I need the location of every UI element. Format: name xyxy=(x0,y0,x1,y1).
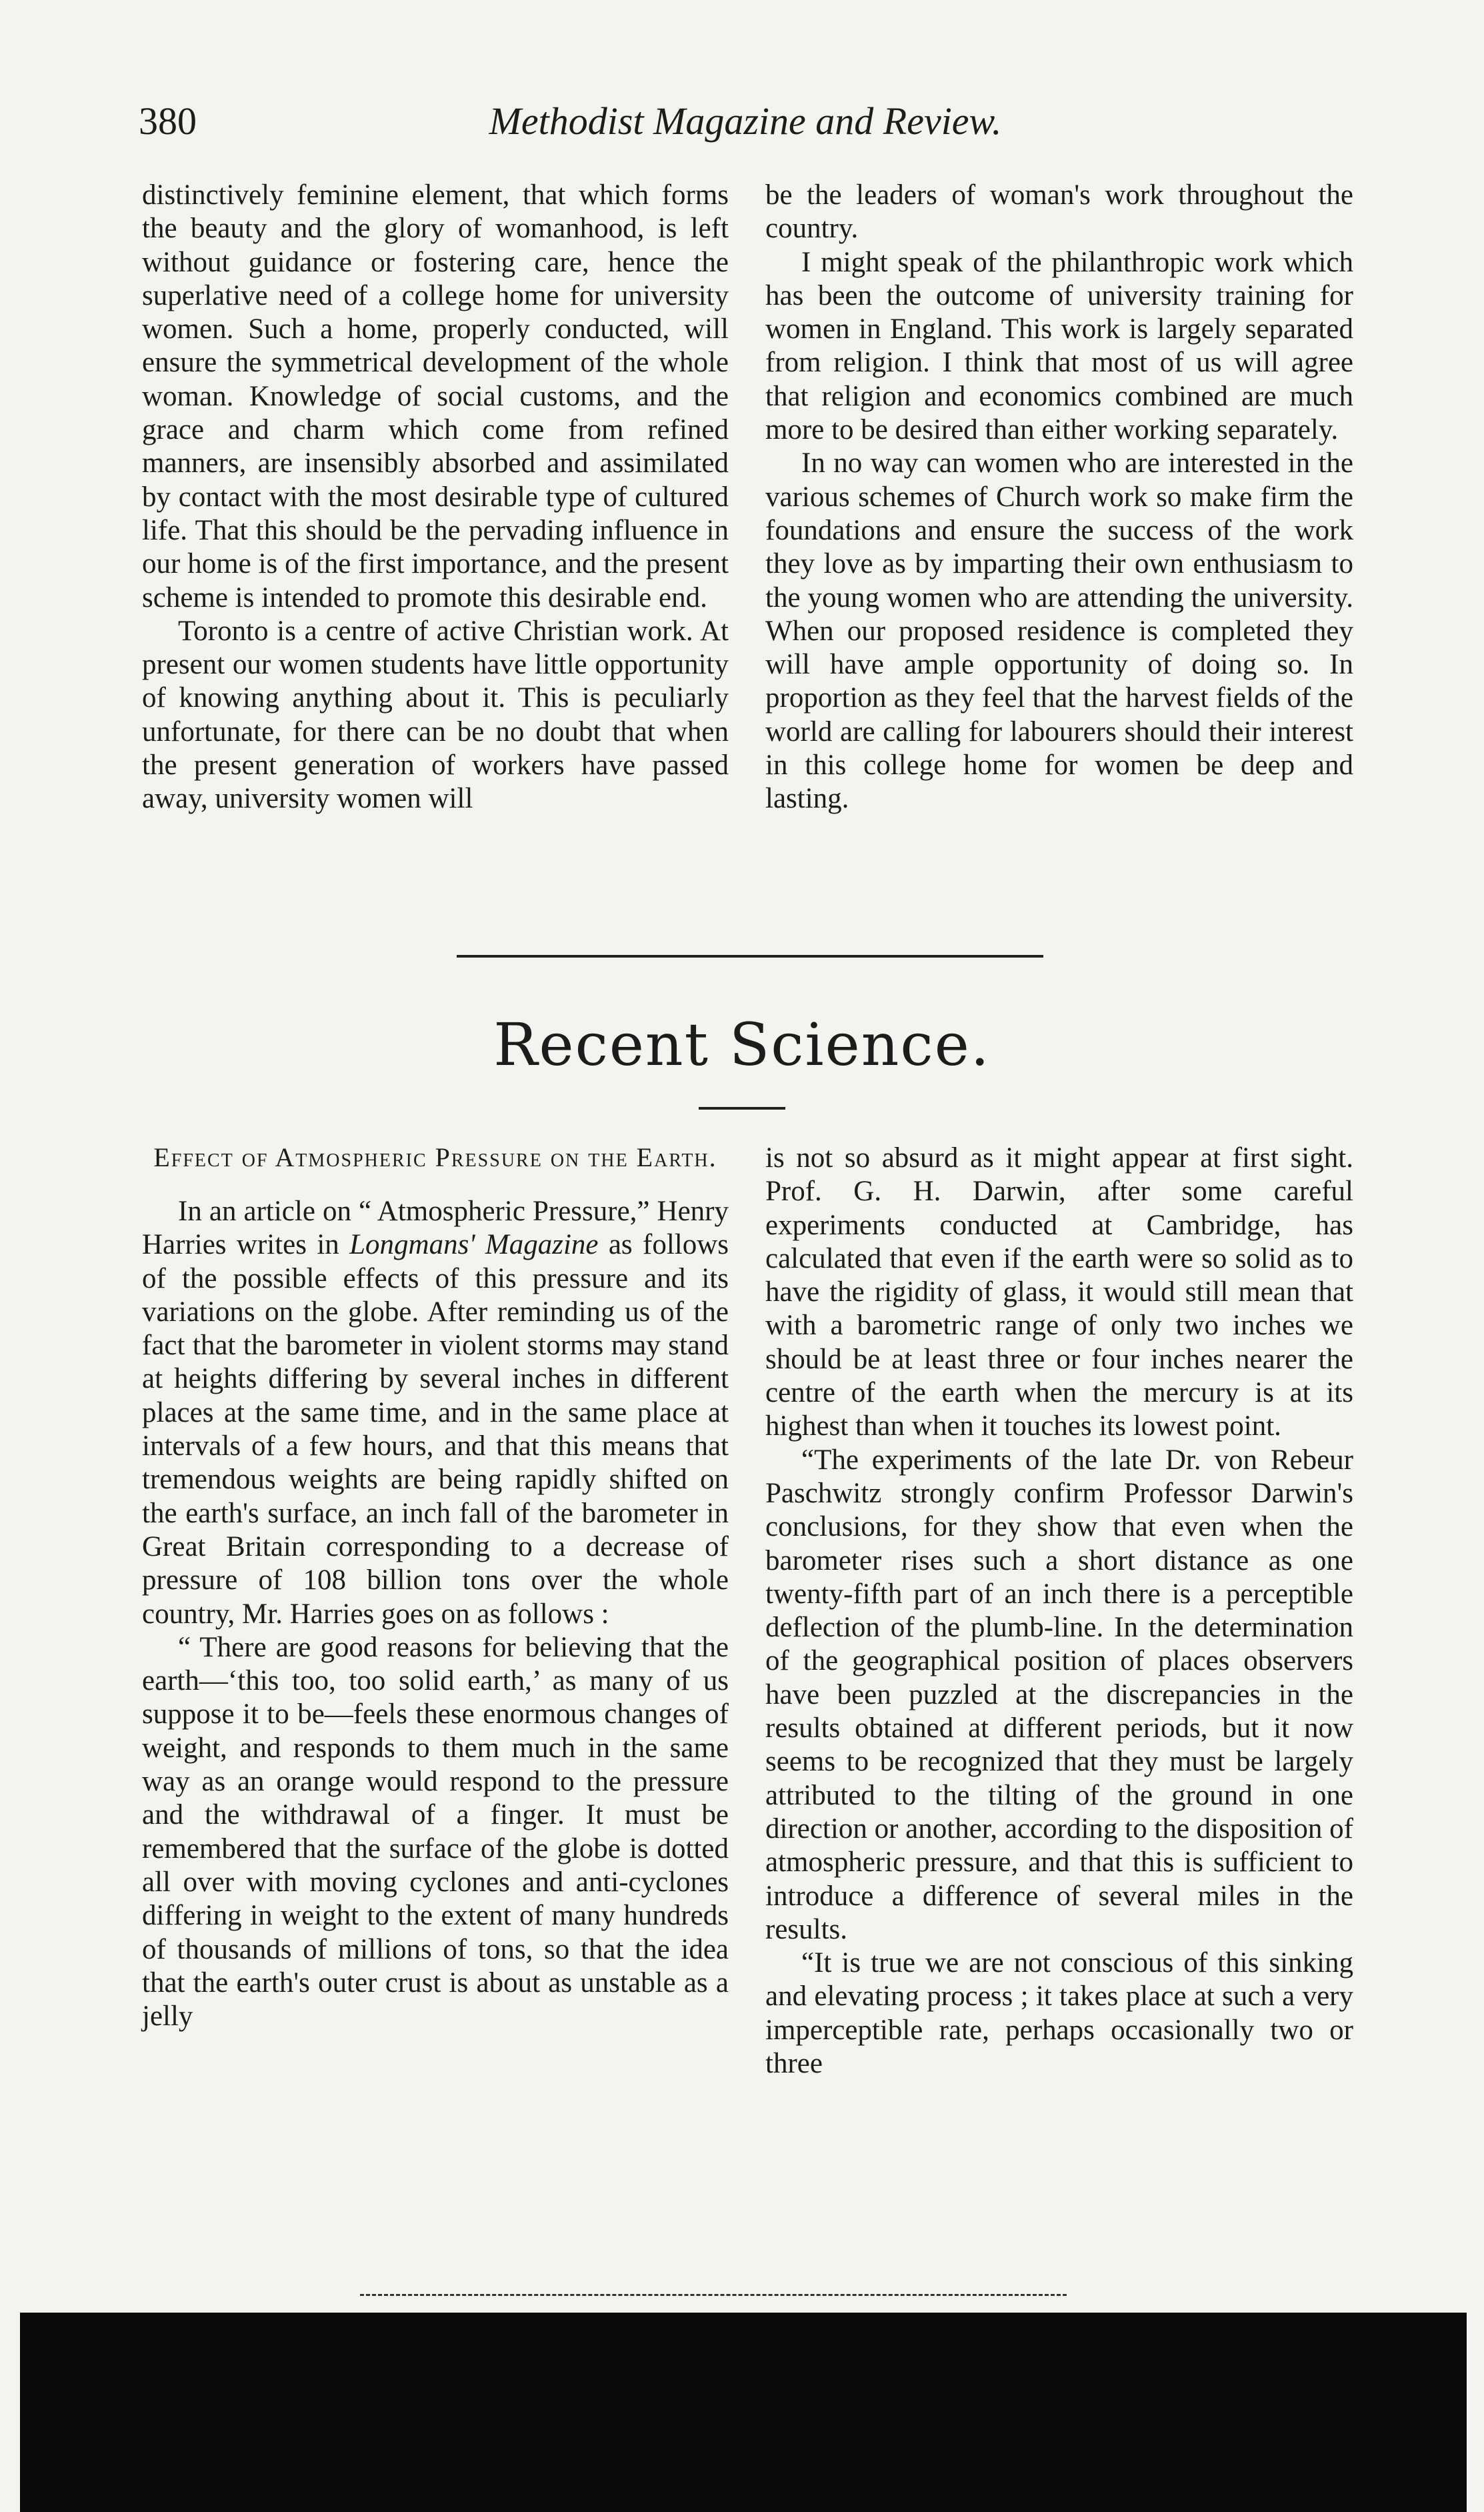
section-title: Recent Science. xyxy=(493,1010,991,1079)
title-underline xyxy=(699,1107,785,1110)
top-right-column xyxy=(765,179,1353,816)
scan-artifact-line xyxy=(360,2294,1067,2296)
top-left-column xyxy=(142,179,729,816)
intro-text-cont: as follows of the possible effects of this pressure and its variations on the globe. After reminding us of the fact that the barometer in violent storms may stand at heights differing by several inches in different places at the same time, and in the same place at intervals of a few hours, and that this means that tremendous weights are being rapidly shifted on the earth's surface, an inch fall of the barometer in Great Britain corresponding to a decrease of pressure of 108 billion tons over the whole country, Mr. Harries goes on as follows : xyxy=(142,1229,729,1630)
quote-paragraph: “ There are good reasons for believing that the earth—‘this too, too solid earth,’ as many of us suppose it to be—feels these enormous changes of weight, and responds to them much in the same way as an orange would respond to the pressure and the withdrawal of a finger. It must be remembered that the surface of the globe is dotted all over with moving cyclones and anti-cyclones differing in weight to the extent of many hundreds of thousands of millions of tons, so that the idea that the earth's outer crust is about as unstable as a jelly xyxy=(142,1631,729,2033)
paragraph: be the leaders of woman's work throughout the country. xyxy=(765,179,1353,245)
paragraph: “The experiments of the late Dr. von Rebeur Paschwitz strongly confirm Professor Darwin's conclusions, for they show that even when the barometer rises such a short distance as one twenty-fifth part of an inch there is a perceptible deflection of the plumb-line. In the determination of the geographical position of places observers have been puzzled at the discrepancies in the results obtained at different periods, but it now seems to be recognized that they must be largely attributed to the tilting of the ground in one direction or another, according to the disposition of atmospheric pressure, and that this is sufficient to introduce a difference of several miles in the results. xyxy=(765,1444,1353,1945)
article-heading: Effect of Atmospheric Pressure on the Earth. xyxy=(153,1142,717,1172)
section-divider xyxy=(457,955,1043,958)
scan-edge-band xyxy=(20,2313,1467,2512)
page-number: 380 xyxy=(139,99,197,143)
bottom-right-column xyxy=(765,1142,1353,2081)
source-title: Longmans' Magazine xyxy=(349,1229,599,1261)
intro-text: In an article on “ Atmospheric Pressure,” Henry Harries writes in xyxy=(142,1196,729,1261)
running-title: Methodist Magazine and Review. xyxy=(489,99,1002,143)
paragraph: Toronto is a centre of active Christian work. At present our women students have little opportunity of knowing anything about it. This is peculiarly unfortunate, for there can be no doubt that when the present generation of workers have passed away, university women will xyxy=(142,615,729,815)
paragraph: I might speak of the philanthropic work which has been the outcome of university training for women in England. This work is largely separated from religion. I think that most of us will agree that religion and economics combined are much more to be desired than either working separately. xyxy=(765,246,1353,446)
paragraph: “It is true we are not conscious of this sinking and elevating process ; it takes place at such a very imperceptible rate, perhaps occasionally two or three xyxy=(765,1947,1353,2080)
paragraph: is not so absurd as it might appear at first sight. Prof. G. H. Darwin, after some careful experiments conducted at Cambridge, has calculated that even if the earth were so solid as to have the rigidity of glass, it would still mean that with a barometric range of only two inches we should be at least three or four inches nearer the centre of the earth when the mercury is at its highest than when it touches its lowest point. xyxy=(765,1142,1353,1442)
bottom-left-column xyxy=(142,1142,729,2033)
page-header xyxy=(139,99,1352,152)
paragraph: In no way can women who are interested in the various schemes of Church work so make firm the foundations and ensure the success of the work they love as by imparting their own enthusiasm to the young women who are attending the university. When our proposed residence is completed they will have ample opportunity of doing so. In proportion as they feel that the harvest fields of the world are calling for labourers should their interest in this college home for women be deep and lasting. xyxy=(765,447,1353,815)
article-intro xyxy=(142,1195,729,1631)
paragraph: distinctively feminine element, that which forms the beauty and the glory of womanhood, is left without guidance or fostering care, hence the superlative need of a college home for university women. Such a home, properly conducted, will ensure the symmetrical development of the whole woman. Knowledge of social customs, and the grace and charm which come from refined manners, are insensibly absorbed and assimilated by contact with the most desirable type of cultured life. That this should be the pervading influence in our home is of the first importance, and the present scheme is intended to promote this desirable end. xyxy=(142,179,729,613)
